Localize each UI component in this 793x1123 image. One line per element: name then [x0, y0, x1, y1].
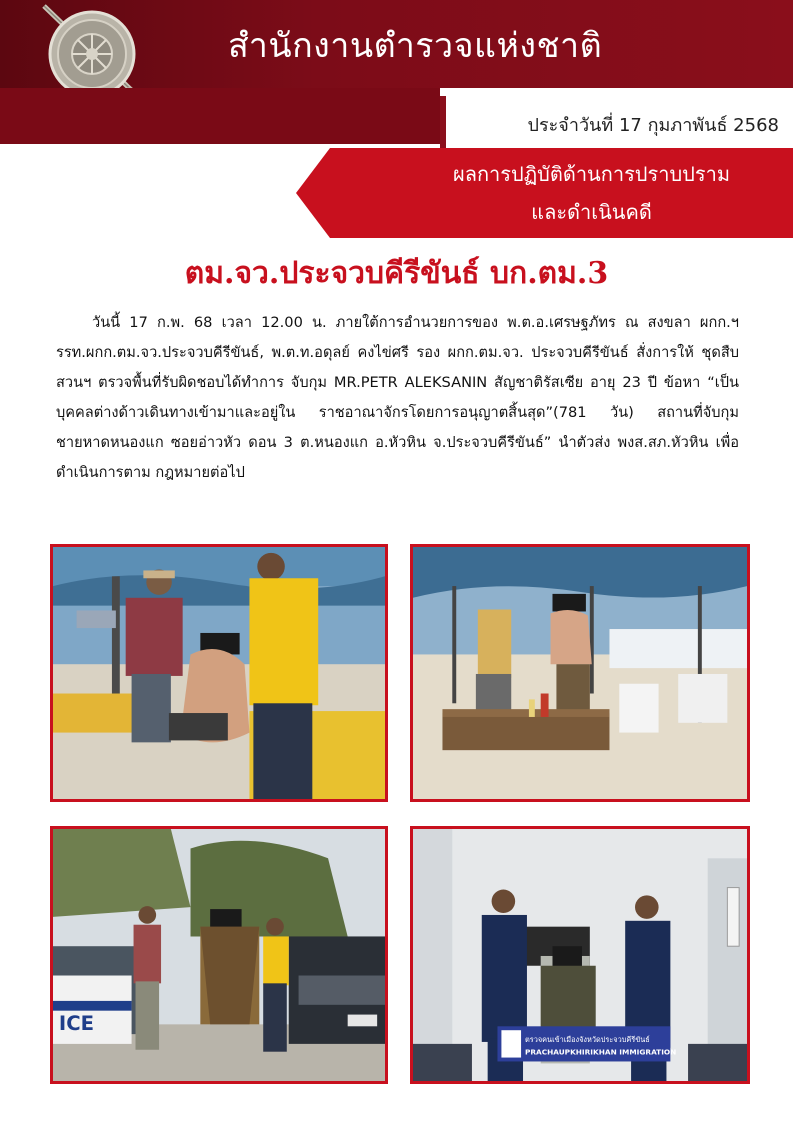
- article-body: วันนี้ 17 ก.พ. 68 เวลา 12.00 น. ภายใต้การอำนวยการของ พ.ต.อ.เศรษฐภัทร ณ สงขลา ผกก.ฯ รรท.ผกก.ตม.จว.ประจวบคีรีขันธ์, พ.ต.ท.อดุลย์ คงไข่ศรี รอง ผกก.ตม.จว. ประจวบคีรีขันธ์ สั่งการให้ ชุดสืบสวนฯ ตรวจพื้นที่รับผิดชอบได้ทำการ จับกุม MR.PETR ALEKSANIN สัญชาติรัสเซีย อายุ 23 ปี ข้อหา “เป็นบุคคลต่างด้าวเดินทางเข้ามาและอยู่ใน ราชอาณาจักรโดยการอนุญาตสิ้นสุด”(781 วัน) สถานที่จับกุม ชายหาดหนองแก ซอยอ่าวหัว ดอน 3 ต.หนองแก อ.หัวหิน จ.ประจวบคีรีขันธ์” นำตัวส่ง พงส.สภ.หัวหิน เพื่อดำเนินการตาม กฎหมายต่อไป: [56, 314, 739, 481]
- backdrop-thai-label: ตรวจคนเข้าเมืองจังหวัดประจวบคีรีขันธ์: [524, 1034, 650, 1044]
- banner-title-line2: และดำเนินคดี: [531, 200, 652, 224]
- photo-beach-arrest-1: [50, 544, 388, 802]
- photo-vehicle-scene: [50, 826, 388, 1084]
- backdrop-english-label: PRACHAUPKHIRIKHAN IMMIGRATION: [524, 1047, 677, 1057]
- header-strip: [0, 88, 440, 144]
- banner-fold: [296, 148, 330, 238]
- article-heading: ตม.จว.ประจวบคีรีขันธ์ บก.ตม.3: [184, 256, 609, 291]
- agency-title: สำนักงานตำรวจแห่งชาติ: [228, 26, 603, 66]
- car-door-text: ICE: [58, 1012, 95, 1036]
- report-date: ประจำวันที่ 17 กุมภาพันธ์ 2568: [527, 115, 779, 136]
- banner-title-line1: ผลการปฏิบัติด้านการปราบปราม: [452, 162, 731, 186]
- date-box: [440, 96, 793, 152]
- photo-office-group: [410, 826, 750, 1084]
- section-banner: [330, 148, 793, 238]
- photo-beach-arrest-2: [410, 544, 750, 802]
